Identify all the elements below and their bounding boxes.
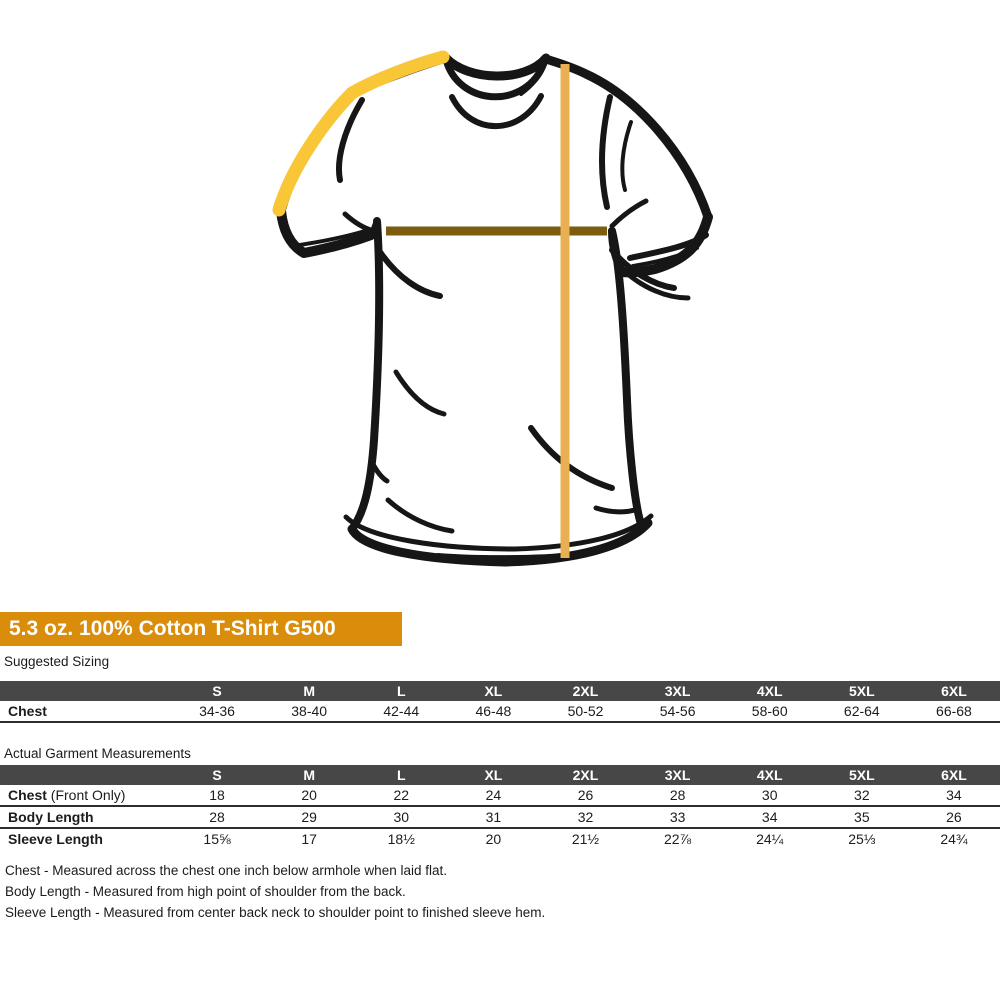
measurement-value: 30: [355, 806, 447, 828]
measurement-value: 35: [816, 806, 908, 828]
size-column-header: 3XL: [632, 765, 724, 785]
measurement-value: 50-52: [539, 701, 631, 722]
measurement-value: 22⅞: [663, 831, 692, 847]
measurement-value: 62-64: [816, 701, 908, 722]
size-column-header: 5XL: [816, 681, 908, 701]
measurement-value: 26: [539, 785, 631, 806]
size-header-row: [0, 681, 1000, 701]
measurement-value: 58-60: [724, 701, 816, 722]
suggested-sizing-table: [0, 681, 1000, 723]
garment-measurements-table: [0, 765, 1000, 849]
measurement-row-label: Sleeve Length: [8, 831, 103, 847]
measurement-row-label: Body Length: [0, 806, 171, 828]
size-column-header: S: [171, 765, 263, 785]
measurement-value: 24: [447, 785, 539, 806]
measurement-value: 46-48: [447, 701, 539, 722]
garment-measurements-label: Actual Garment Measurements: [4, 746, 191, 761]
measurement-value: 26: [908, 806, 1000, 828]
measurement-value: 28: [171, 806, 263, 828]
measurement-value: 29: [263, 806, 355, 828]
measurement-value: 25⅓: [848, 831, 876, 847]
measurement-value: 32: [539, 806, 631, 828]
row-label-header: [0, 681, 171, 701]
size-column-header: 5XL: [816, 765, 908, 785]
measurement-row: [0, 701, 1000, 722]
measurement-value: 32: [816, 785, 908, 806]
tshirt-outline: [281, 58, 708, 562]
size-header-row: [0, 765, 1000, 785]
measurement-value: 33: [632, 806, 724, 828]
measurement-value: 34: [724, 806, 816, 828]
measurement-value: 22: [355, 785, 447, 806]
measurement-value: 20: [485, 831, 502, 847]
measurement-value: 66-68: [908, 701, 1000, 722]
measurement-value: 15⅝: [203, 831, 231, 847]
measurement-value: 34: [908, 785, 1000, 806]
measurement-row: [0, 785, 1000, 806]
sleeve-length-guide-line: [279, 57, 443, 210]
measurement-value: 31: [447, 806, 539, 828]
measurement-value: 24¾: [940, 831, 968, 847]
measurement-value: 28: [632, 785, 724, 806]
suggested-sizing-label: Suggested Sizing: [4, 654, 110, 669]
size-column-header: 2XL: [539, 765, 631, 785]
size-column-header: 4XL: [724, 681, 816, 701]
measurement-value: 17: [301, 831, 317, 847]
size-column-header: 6XL: [908, 681, 1000, 701]
size-column-header: L: [355, 681, 447, 701]
product-banner-label: 5.3 oz. 100% Cotton T-Shirt G500: [9, 617, 336, 640]
measurement-value: 30: [724, 785, 816, 806]
size-column-header: L: [355, 765, 447, 785]
row-label-header: [0, 765, 171, 785]
product-banner: [0, 612, 402, 646]
measurement-value: 42-44: [355, 701, 447, 722]
measurement-footnotes: [5, 860, 545, 923]
footnote-line: Chest - Measured across the chest one inch below armhole when laid flat.: [5, 863, 447, 878]
measurement-value: 21½: [571, 831, 600, 847]
size-column-header: XL: [447, 765, 539, 785]
measurement-row: [0, 806, 1000, 828]
measurement-value: 24¼: [756, 831, 784, 847]
size-column-header: XL: [447, 681, 539, 701]
measurement-value: 18½: [387, 831, 415, 847]
footnote-line: Sleeve Length - Measured from center back neck to shoulder point to finished sleeve hem.: [5, 905, 546, 920]
size-column-header: M: [263, 765, 355, 785]
measurement-row: [0, 828, 1000, 849]
measurement-value: 18: [171, 785, 263, 806]
size-column-header: S: [171, 681, 263, 701]
measurement-value: 54-56: [632, 701, 724, 722]
size-column-header: 3XL: [632, 681, 724, 701]
measurement-row-label: Chest: [0, 701, 171, 722]
measurement-value: 38-40: [263, 701, 355, 722]
size-column-header: 2XL: [539, 681, 631, 701]
size-column-header: M: [263, 681, 355, 701]
measurement-row-label: Chest (Front Only): [0, 785, 171, 806]
measurement-value: 34-36: [171, 701, 263, 722]
measurement-value: 20: [263, 785, 355, 806]
footnote-line: Body Length - Measured from high point of shoulder from the back.: [5, 884, 406, 899]
size-column-header: 4XL: [724, 765, 816, 785]
size-column-header: 6XL: [908, 765, 1000, 785]
